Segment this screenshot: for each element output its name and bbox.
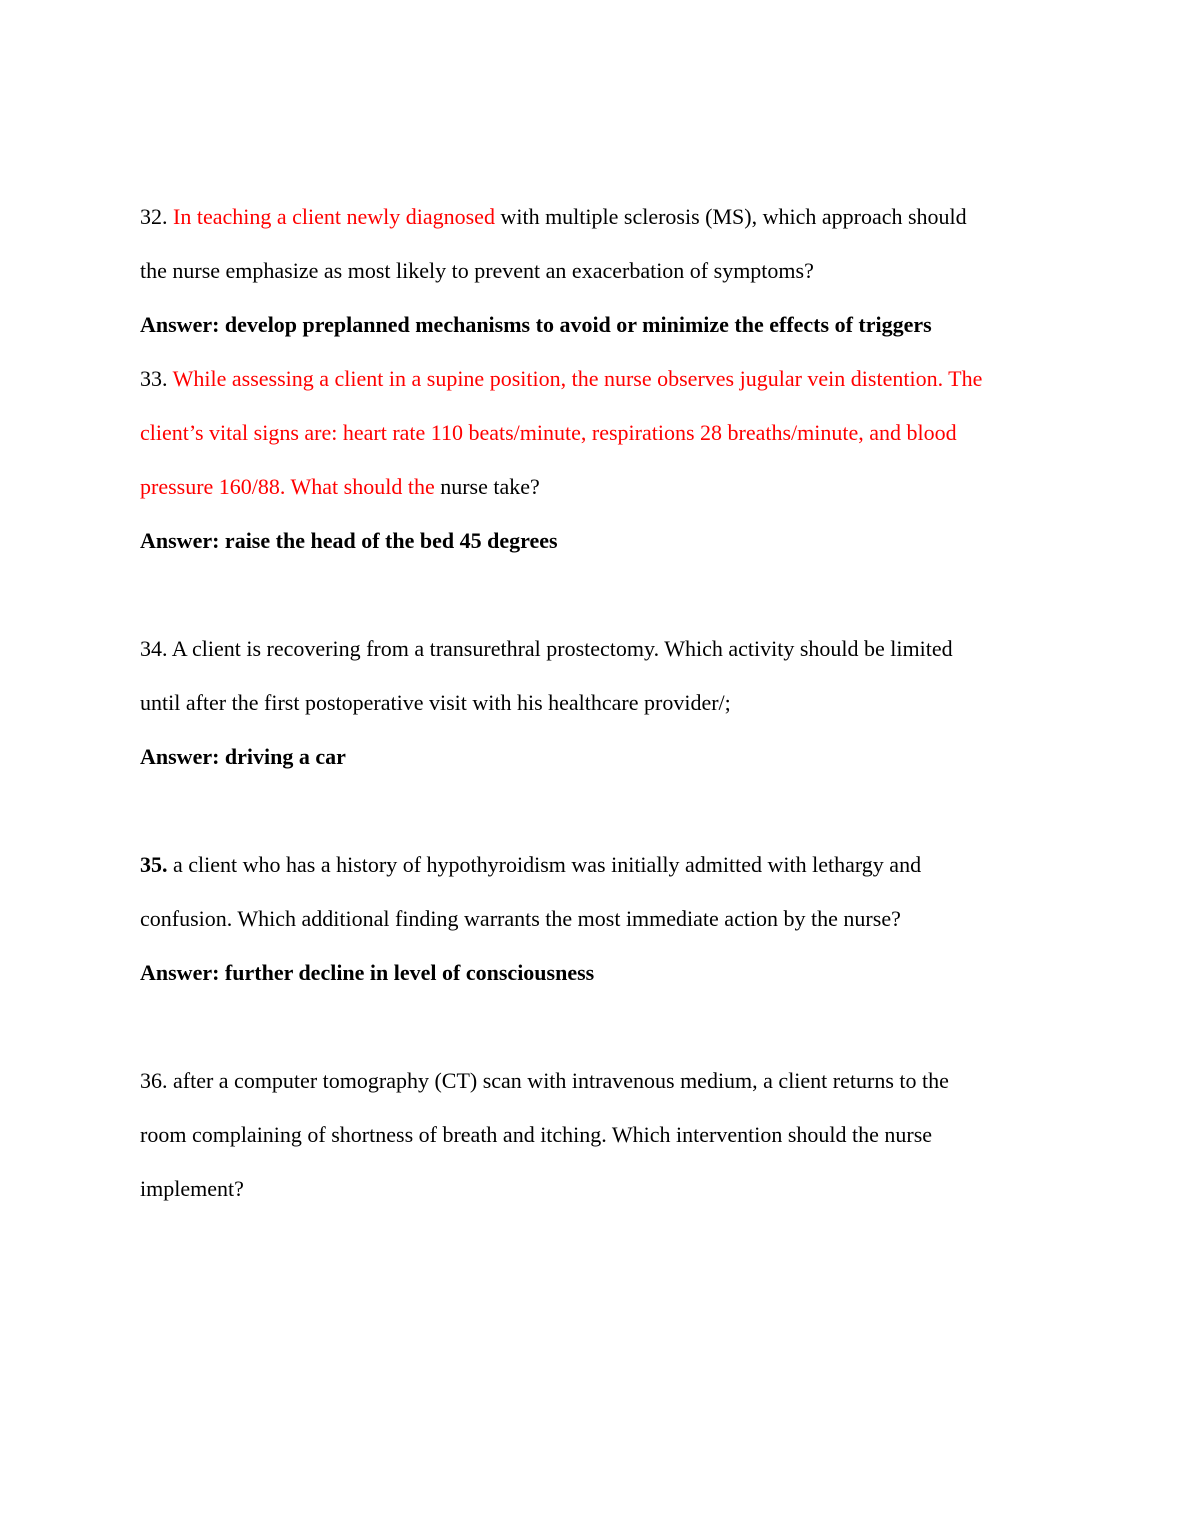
q33-highlight-text-3: pressure 160/88. What should the [140, 474, 435, 499]
spacer [140, 784, 1050, 838]
q32-answer: Answer: develop preplanned mechanisms to avoid or minimize the effects of triggers [140, 312, 932, 337]
q33-text-3: nurse take? [440, 474, 540, 499]
document-page [140, 190, 1050, 1216]
q32-highlight-text: In teaching a client newly diagnosed [173, 204, 495, 229]
q35-line-1 [140, 838, 1050, 892]
q34-text-1: A client is recovering from a transurethral prostectomy. Which activity should be limited [171, 636, 953, 661]
q34-number: 34. [140, 636, 168, 661]
q33-line-3 [140, 460, 1050, 514]
q33-line-2: client’s vital signs are: heart rate 110 beats/minute, respirations 28 breaths/minute, and blood [140, 420, 957, 445]
q35-number: 35. [140, 852, 168, 877]
q35-text-1: a client who has a history of hypothyroidism was initially admitted with lethargy and [173, 852, 922, 877]
q32-number: 32. [140, 204, 168, 229]
q36-line-2: room complaining of shortness of breath and itching. Which intervention should the nurse [140, 1122, 933, 1147]
q34-line-1 [140, 622, 1050, 676]
q32-line-1 [140, 190, 1050, 244]
q34-answer: Answer: driving a car [140, 744, 346, 769]
q34-line-2: until after the first postoperative visit with his healthcare provider/; [140, 690, 731, 715]
q32-text-1: with multiple sclerosis (MS), which approach should [500, 204, 967, 229]
q35-answer: Answer: further decline in level of consciousness [140, 960, 595, 985]
q36-line-1 [140, 1054, 1050, 1108]
q36-number: 36. [140, 1068, 168, 1093]
spacer [140, 568, 1050, 622]
q33-number: 33. [140, 366, 168, 391]
q36-text-1: after a computer tomography (CT) scan with intravenous medium, a client returns to the [173, 1068, 949, 1093]
q33-highlight-text-1: While assessing a client in a supine position, the nurse observes jugular vein distention. The [172, 366, 983, 391]
q35-line-2: confusion. Which additional finding warrants the most immediate action by the nurse? [140, 906, 901, 931]
q33-answer: Answer: raise the head of the bed 45 degrees [140, 528, 558, 553]
q36-line-3: implement? [140, 1176, 244, 1201]
spacer [140, 1000, 1050, 1054]
q33-line-1 [140, 352, 1050, 406]
q32-line-2: the nurse emphasize as most likely to prevent an exacerbation of symptoms? [140, 258, 814, 283]
